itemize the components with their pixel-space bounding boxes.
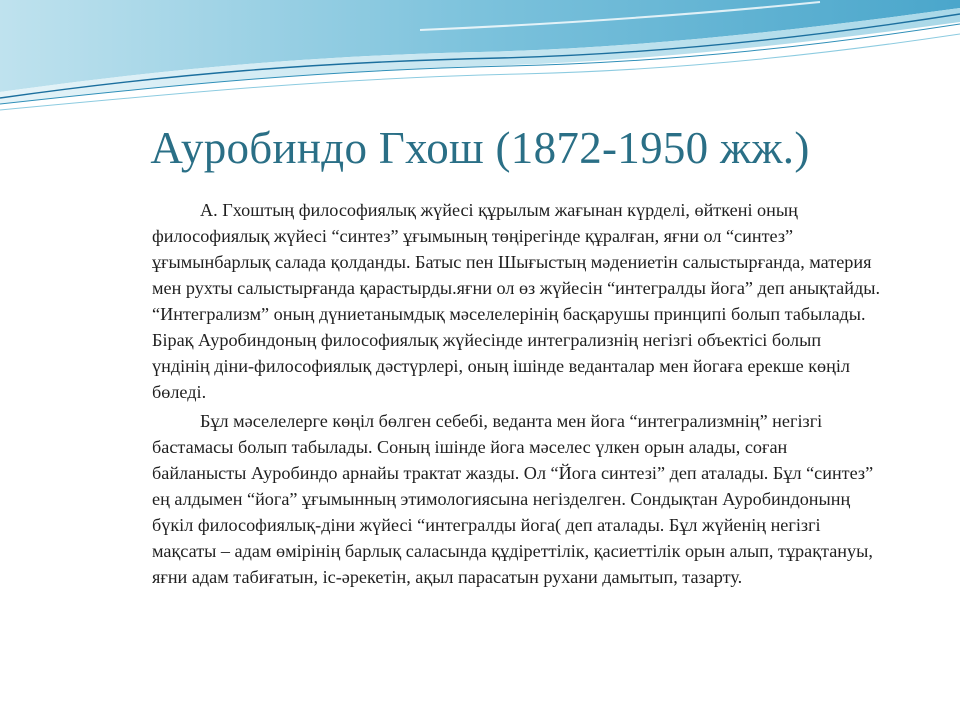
body-paragraph-1: А. Гхоштың философиялық жүйесі құрылым жағынан күрделі, өйткені оның философиялық жүйесі “синтез” ұғымының төңірегінде құралған, яғни ол “синтез” ұғымынбарлық салада қолданды. Батыс пен Шығыстың мәдениетін салыстырғанда, материя мен рухты салыстырғанда қарастырды.яғни ол өз жүйесін “интегралды йога” деп анықтайды. “Интегрализм” оның дүниетанымдық мәселелерінің басқарушы принципі болып табылады. Бірақ Ауробиндоның философиялық жүйесінде интегрализнің негізгі объектісі болып үндінің діни-философиялық дәстүрлері, оның ішінде веданталар мен йогаға ерекше көңіл бөледі. <box>152 200 880 402</box>
body-paragraph-2: Бұл мәселелерге көңіл бөлген себебі, веданта мен йога “интегрализмнің” негізгі бастамасы болып табылады. Соның ішінде йога мәселес үлкен орын алады, соған байланысты Ауробиндо арнайы трактат жазды. Ол “Йога синтезі” деп аталады. Бұл “синтез” ең алдымен “йога” ұғымынның этимологиясына негізделген. Сондықтан Ауробиндонынң бүкіл философиялық-діни жүйесі “интегралды йога( деп аталады. Бұл жүйенің негізгі мақсаты – адам өмірінің барлық саласында құдіреттілік, қасиеттілік орын алып, тұрақтануы, яғни адам табиғатын, іс-әрекетін, ақыл парасатын рухани дамытып, тазарту. <box>152 411 874 587</box>
slide-title: Ауробиндо Гхош (1872-1950 жж.) <box>150 123 810 173</box>
header-wave-decoration <box>0 0 960 120</box>
slide-body <box>152 197 882 593</box>
